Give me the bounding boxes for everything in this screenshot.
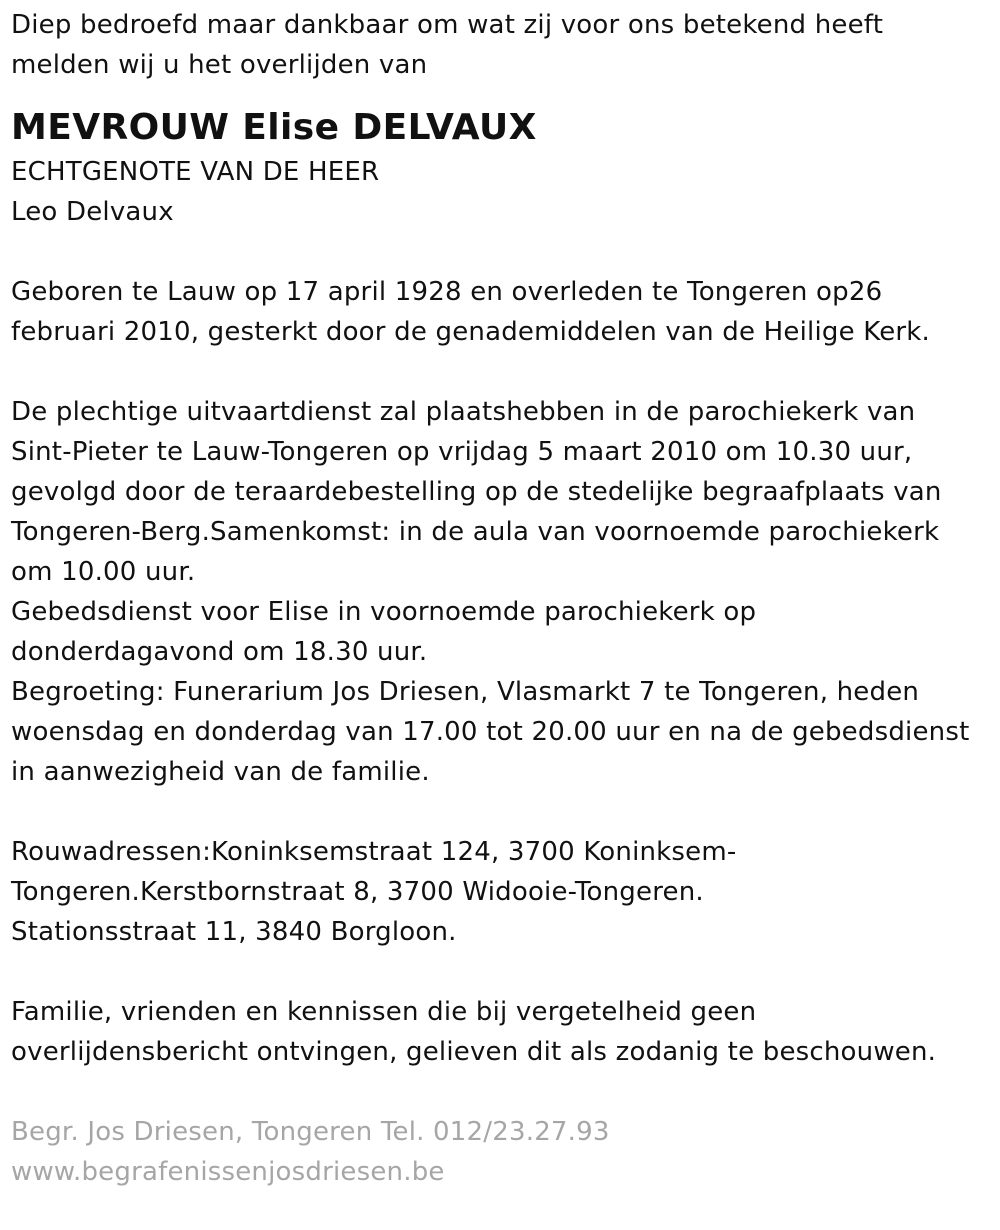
text-line: gevolgd door de teraardebestelling op de stedelijke begraafplaats van xyxy=(11,477,942,507)
text-line: Gebedsdienst voor Elise in voornoemde parochiekerk op xyxy=(11,597,757,627)
spouse-name: Leo Delvaux xyxy=(11,197,174,227)
intro-line: Diep bedroefd maar dankbaar om wat zij voor ons betekend heeft xyxy=(11,10,884,40)
text-line: in aanwezigheid van de familie. xyxy=(11,757,430,787)
text-line: februari 2010, gesterkt door de genademiddelen van de Heilige Kerk. xyxy=(11,317,931,347)
text-line: woensdag en donderdag van 17.00 tot 20.00 uur en na de gebedsdienst xyxy=(11,717,970,747)
text-line: overlijdensbericht ontvingen, gelieven dit als zodanig te beschouwen. xyxy=(11,1037,937,1067)
birth-death-paragraph xyxy=(11,272,1000,352)
text-line: Begroeting: Funerarium Jos Driesen, Vlasmarkt 7 te Tongeren, heden xyxy=(11,677,920,707)
deceased-name: MEVROUW Elise DELVAUX xyxy=(11,107,537,148)
spacer xyxy=(11,352,1000,392)
addresses-paragraph xyxy=(11,832,1000,952)
spouse-relation: ECHTGENOTE VAN DE HEER xyxy=(11,157,380,187)
spacer xyxy=(11,232,1000,272)
funeral-home-contact: Begr. Jos Driesen, Tongeren Tel. 012/23.27.93 xyxy=(11,1117,610,1147)
text-line: donderdagavond om 18.30 uur. xyxy=(11,637,428,667)
closing-paragraph xyxy=(11,992,1000,1072)
service-paragraph xyxy=(11,392,1000,792)
spacer xyxy=(11,952,1000,992)
text-line: Tongeren.Kerstbornstraat 8, 3700 Widooie-Tongeren. xyxy=(11,877,704,907)
website-link[interactable]: www.begrafenissenjosdriesen.be xyxy=(11,1157,445,1187)
text-line: Geboren te Lauw op 17 april 1928 en overleden te Tongeren op26 xyxy=(11,277,883,307)
intro-text xyxy=(11,5,1000,85)
text-line: Sint-Pieter te Lauw-Tongeren op vrijdag 5 maart 2010 om 10.30 uur, xyxy=(11,437,913,467)
spacer xyxy=(11,1072,1000,1112)
spacer xyxy=(11,792,1000,832)
text-line: Tongeren-Berg.Samenkomst: in de aula van voornoemde parochiekerk xyxy=(11,517,940,547)
text-line: om 10.00 uur. xyxy=(11,557,196,587)
text-line: De plechtige uitvaartdienst zal plaatshebben in de parochiekerk van xyxy=(11,397,916,427)
intro-line: melden wij u het overlijden van xyxy=(11,50,428,80)
spouse-info xyxy=(11,152,1000,232)
footer xyxy=(11,1112,1000,1192)
text-line: Familie, vrienden en kennissen die bij vergetelheid geen xyxy=(11,997,757,1027)
text-line: Rouwadressen:Koninksemstraat 124, 3700 Koninksem- xyxy=(11,837,737,867)
text-line: Stationsstraat 11, 3840 Borgloon. xyxy=(11,917,457,947)
